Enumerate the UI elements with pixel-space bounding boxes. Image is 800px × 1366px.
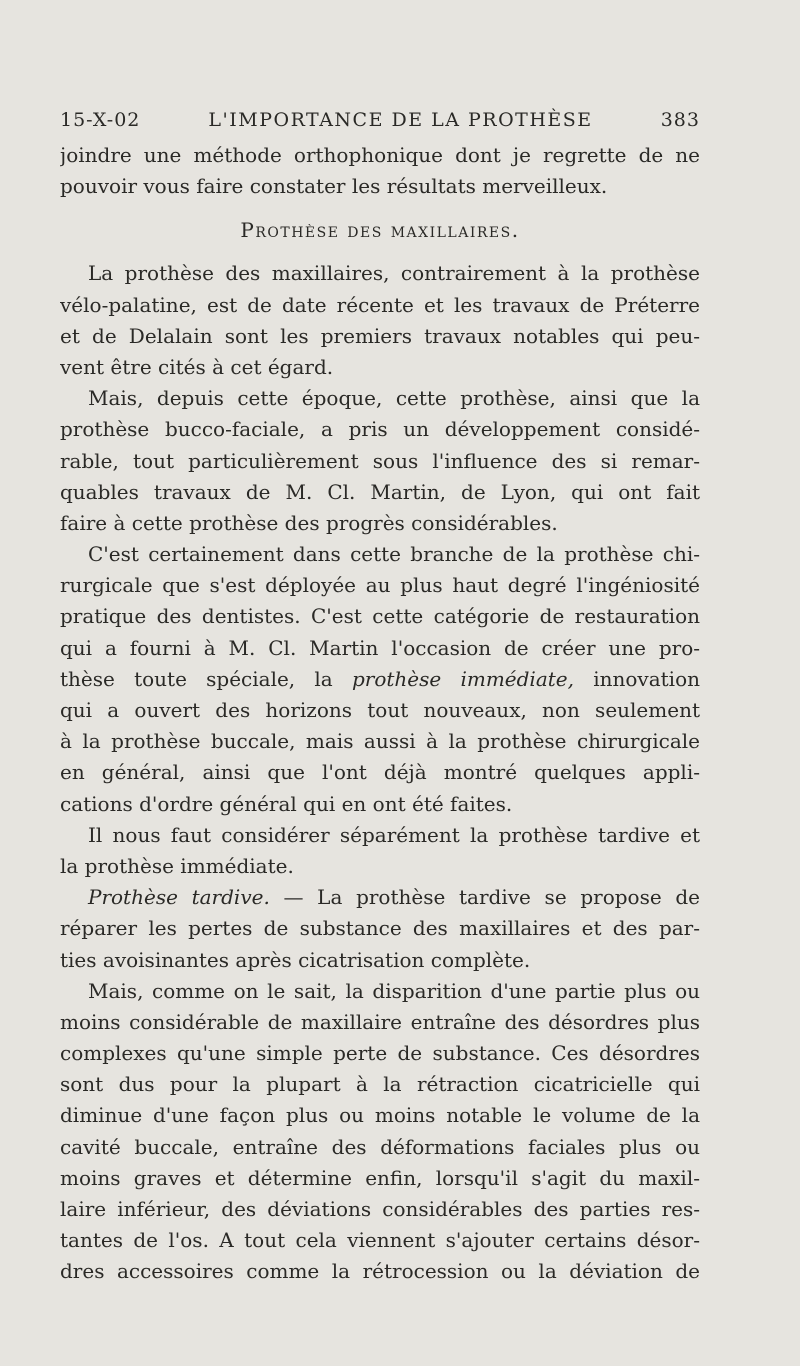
page-number: 383	[660, 109, 700, 131]
running-header	[60, 100, 700, 140]
text-line: rurgicale que s'est déployée au plus haut degré l'ingéniosité	[60, 573, 700, 598]
section-heading: Prothèse des maxillaires.	[240, 218, 520, 243]
text-line: pratique des dentistes. C'est cette catégorie de restauration	[60, 604, 700, 629]
text-line: cations d'ordre général qui en ont été faites.	[60, 791, 513, 816]
text-line: pouvoir vous faire constater les résultats merveilleux.	[60, 174, 608, 199]
text-line: diminue d'une façon plus ou moins notable le volume de la	[60, 1103, 700, 1128]
text-line: Mais, comme on le sait, la disparition d'une partie plus ou	[88, 978, 700, 1003]
text-line: thèse toute spéciale, la prothèse immédiate, innovation	[60, 666, 700, 691]
paragraph	[60, 539, 700, 820]
paragraph	[60, 820, 700, 882]
text-line: quables travaux de M. Cl. Martin, de Lyon, qui ont fait	[60, 479, 700, 504]
text-line: laire inférieur, des déviations considérables des parties res-	[60, 1197, 700, 1221]
header-title: L'IMPORTANCE DE LA PROTHÈSE	[208, 109, 593, 131]
text-line: C'est certainement dans cette branche de la prothèse chi-	[88, 542, 700, 567]
text-line: La prothèse des maxillaires, contrairement à la prothèse	[88, 261, 700, 286]
intro-text	[60, 140, 700, 202]
italic-phrase: prothèse immédiate,	[351, 666, 574, 691]
text-line: la prothèse immédiate.	[60, 853, 294, 878]
text-line: cavité buccale, entraîne des déformations faciales plus ou	[60, 1134, 700, 1159]
text-line: tantes de l'os. A tout cela viennent s'ajouter certains désor-	[60, 1228, 700, 1253]
header-date: 15-X-02	[60, 109, 141, 131]
paragraph	[60, 976, 700, 1288]
italic-phrase: Prothèse tardive.	[88, 885, 270, 910]
text-line: moins considérable de maxillaire entraîne des désordres plus	[60, 1009, 700, 1034]
text-line: et de Delalain sont les premiers travaux notables qui peu-	[60, 323, 700, 348]
text-line: dres accessoires comme la rétrocession ou la déviation de	[60, 1259, 700, 1284]
text-line: joindre une méthode orthophonique dont je regrette de ne	[60, 143, 700, 167]
text-line: Il nous faut considérer séparément la prothèse tardive et	[88, 822, 700, 847]
book-page	[60, 100, 700, 1288]
text-line: rable, tout particulièrement sous l'influence des si remar-	[60, 448, 700, 473]
text-line: qui a fourni à M. Cl. Martin l'occasion de créer une pro-	[60, 635, 700, 660]
text-line: vélo-palatine, est de date récente et les travaux de Préterre	[60, 292, 700, 317]
paragraph	[60, 383, 700, 539]
text-line: à la prothèse buccale, mais aussi à la prothèse chirurgicale	[60, 729, 700, 754]
text-line: Mais, depuis cette époque, cette prothèse, ainsi que la	[88, 386, 700, 411]
text-line: Prothèse tardive. — La prothèse tardive se propose de	[88, 885, 700, 910]
text-line: faire à cette prothèse des progrès considérables.	[60, 510, 558, 535]
paragraph	[60, 258, 700, 383]
text-line: réparer les pertes de substance des maxillaires et des par-	[60, 916, 700, 941]
text-line: prothèse bucco-faciale, a pris un développement considé-	[60, 417, 700, 442]
text-line: vent être cités à cet égard.	[60, 354, 334, 379]
text-line: sont dus pour la plupart à la rétraction cicatricielle qui	[60, 1072, 700, 1097]
text-line: ties avoisinantes après cicatrisation complète.	[60, 947, 531, 972]
text-line: en général, ainsi que l'ont déjà montré quelques appli-	[60, 760, 700, 785]
paragraph	[60, 882, 700, 976]
text-line: complexes qu'une simple perte de substance. Ces désordres	[60, 1041, 700, 1066]
body-text	[60, 258, 700, 1287]
text-line: qui a ouvert des horizons tout nouveaux, non seulement	[60, 698, 700, 722]
text-line: moins graves et détermine enfin, lorsqu'il s'agit du maxil-	[60, 1165, 700, 1190]
